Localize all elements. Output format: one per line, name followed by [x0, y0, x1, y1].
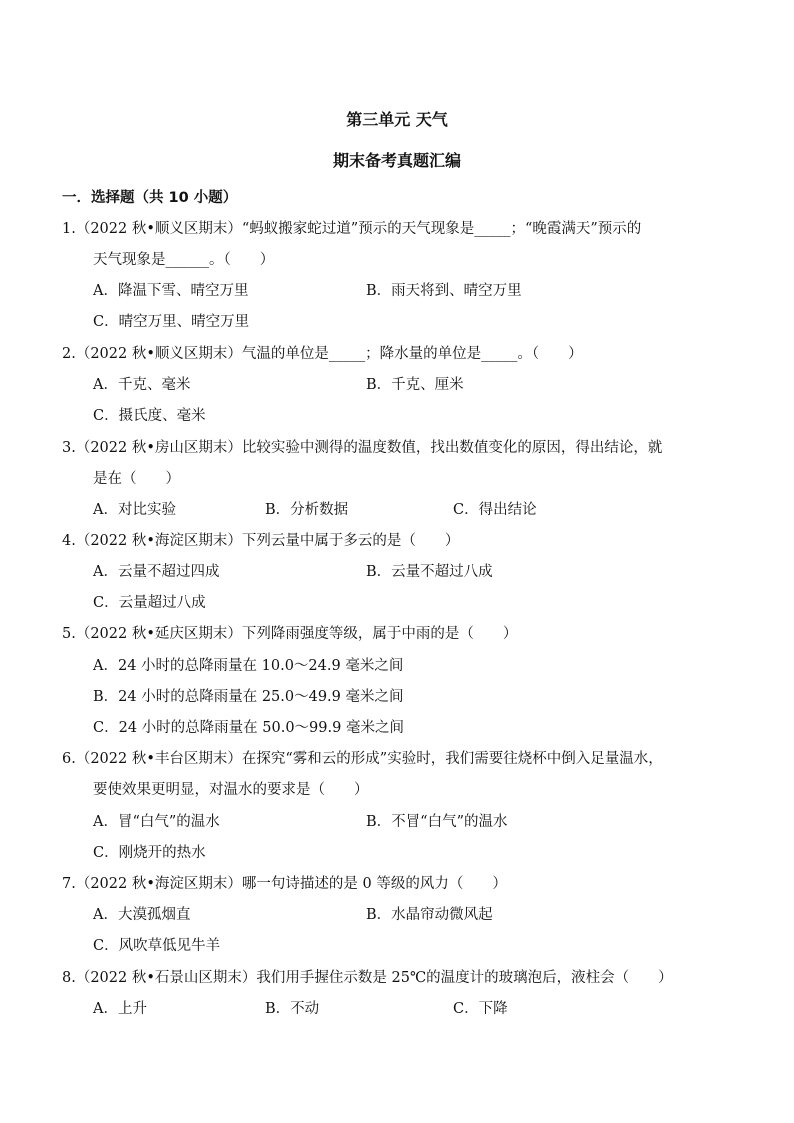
question-5-option-a: A．24 小时的总降雨量在 10.0～24.9 毫米之间	[93, 658, 404, 674]
question-1-option-b: B．雨天将到、晴空万里	[366, 283, 522, 299]
question-7-option-c: C．风吹草低见牛羊	[93, 938, 221, 954]
question-1-line-1: 1.（2022 秋•顺义区期末）“蚂蚁搬家蛇过道”预示的天气现象是_____；“晚霞满天”预示的	[62, 221, 642, 237]
question-3-line-1: 3.（2022 秋•房山区期末）比较实验中测得的温度数值，找出数值变化的原因，得出结论，就	[62, 440, 663, 456]
question-8-option-a: A．上升	[93, 1001, 147, 1017]
question-4-option-c: C．云量超过八成	[93, 595, 206, 611]
section-heading: 一．选择题（共 10 小题）	[62, 190, 238, 206]
question-1-line-2: 天气现象是______。（ ）	[93, 252, 275, 268]
question-8-option-c: C．下降	[453, 1001, 508, 1017]
question-3-option-b: B．分析数据	[265, 502, 349, 518]
question-2-option-c: C．摄氏度、毫米	[93, 408, 206, 424]
question-6-line-2: 要使效果更明显，对温水的要求是（ ）	[93, 782, 369, 798]
question-5-option-b: B．24 小时的总降雨量在 25.0～49.9 毫米之间	[93, 689, 404, 705]
question-3-option-a: A．对比实验	[93, 502, 176, 518]
question-6-option-c: C．刚烧开的热水	[93, 845, 206, 861]
question-1-option-c: C．晴空万里、晴空万里	[93, 314, 250, 330]
question-6-option-b: B．不冒“白气”的温水	[366, 814, 508, 830]
question-8-line-1: 8.（2022 秋•石景山区期末）我们用手握住示数是 25℃的温度计的玻璃泡后，液柱会（ ）	[62, 970, 673, 986]
question-8-option-b: B．不动	[265, 1001, 320, 1017]
question-3-option-c: C．得出结论	[453, 502, 537, 518]
question-6-line-1: 6.（2022 秋•丰台区期末）在探究“雾和云的形成”实验时，我们需要往烧杯中倒入足量温水，	[62, 751, 663, 767]
question-4-option-a: A．云量不超过四成	[93, 564, 220, 580]
question-4-line-1: 4.（2022 秋•海淀区期末）下列云量中属于多云的是（ ）	[62, 533, 460, 549]
question-6-option-a: A．冒“白气”的温水	[93, 814, 220, 830]
question-7-line-1: 7.（2022 秋•海淀区期末）哪一句诗描述的是 0 等级的风力（ ）	[62, 876, 507, 892]
question-7-option-b: B．水晶帘动微风起	[366, 907, 493, 923]
question-5-option-c: C．24 小时的总降雨量在 50.0～99.9 毫米之间	[93, 720, 404, 736]
question-2-option-b: B．千克、厘米	[366, 377, 464, 393]
document-subtitle: 期末备考真题汇编	[332, 151, 461, 170]
question-5-line-1: 5.（2022 秋•延庆区期末）下列降雨强度等级，属于中雨的是（ ）	[62, 626, 518, 642]
question-2-option-a: A．千克、毫米	[93, 377, 191, 393]
question-4-option-b: B．云量不超过八成	[366, 564, 493, 580]
question-1-option-a: A．降温下雪、晴空万里	[93, 283, 249, 299]
document-title: 第三单元 天气	[346, 110, 448, 129]
question-2-line-1: 2.（2022 秋•顺义区期末）气温的单位是_____；降水量的单位是_____。（ ）	[62, 346, 583, 362]
question-7-option-a: A．大漠孤烟直	[93, 907, 191, 923]
question-3-line-2: 是在（ ）	[93, 471, 180, 487]
